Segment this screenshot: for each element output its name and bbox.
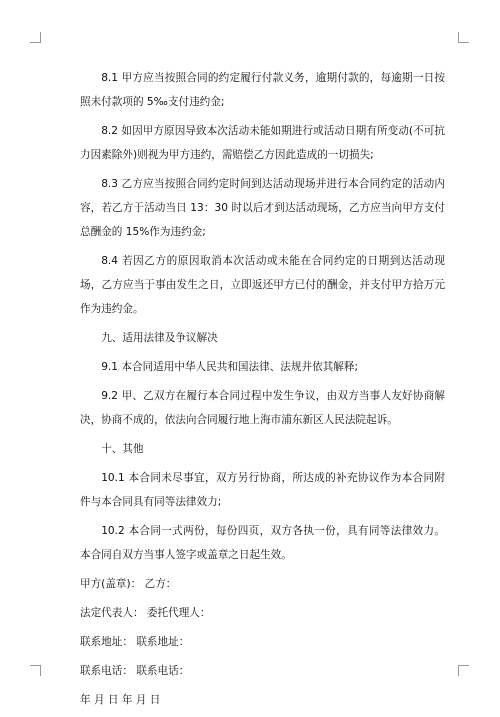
crop-mark-top-right [458,32,469,43]
signature-representative-line: 法定代表人： 委托代理人： [80,607,211,619]
signature-date-line: 年 月 日 年 月 日 [80,694,161,706]
document-body [80,66,445,717]
clause-10-2: 10.2 本合同一式两份，每份四页，双方各执一份，具有同等法律效力。本合同自双方当事人签字或盖章之日起生效。 [80,525,445,561]
clause-9-1: 9.1 本合同适用中华人民共和国法律、法规并依其解释; [101,361,359,373]
signature-address-line: 联系地址： 联系地址： [80,636,190,648]
crop-mark-bottom-left [30,665,41,676]
crop-mark-bottom-right [458,665,469,676]
clause-8-1: 8.1 甲方应当按照合同的约定履行付款义务，逾期付款的，每逾期一日按照未付款项的 5‰支付违约金; [80,72,445,108]
section-heading-9: 九、适用法律及争议解决 [101,332,218,344]
signature-phone-line: 联系电话： 联系电话： [80,665,190,677]
section-heading-10: 十、其他 [101,443,144,455]
clause-10-1: 10.1 本合同未尽事宜，双方另行协商，所达成的补充协议作为本合同附件与本合同具有同等法律效力; [80,472,445,508]
clause-9-2: 9.2 甲、乙双方在履行本合同过程中发生争议，由双方当事人友好协商解决，协商不成的，依法向合同履行地上海市浦东新区人民法院起诉。 [80,390,445,426]
clause-8-2: 8.2 如因甲方原因导致本次活动未能如期进行或活动日期有所变动(不可抗力因素除外)则视为甲方违约，需赔偿乙方因此造成的一切损失; [80,125,445,161]
clause-8-4: 8.4 若因乙方的原因取消本次活动或未能在合同约定的日期到达活动现场，乙方应当于事由发生之日，立即返还甲方已付的酬金，并支付甲方拾万元作为违约金。 [80,255,445,315]
clause-8-3: 8.3 乙方应当按照合同约定时间到达活动现场并进行本合同约定的活动内容，若乙方于活动当日 13：30 时以后才到达活动现场，乙方应当向甲方支付总酬金的 15%作为违约金; [80,178,445,238]
signature-party-line: 甲方(盖章)： 乙方： [80,578,177,590]
crop-mark-top-left [30,32,41,43]
